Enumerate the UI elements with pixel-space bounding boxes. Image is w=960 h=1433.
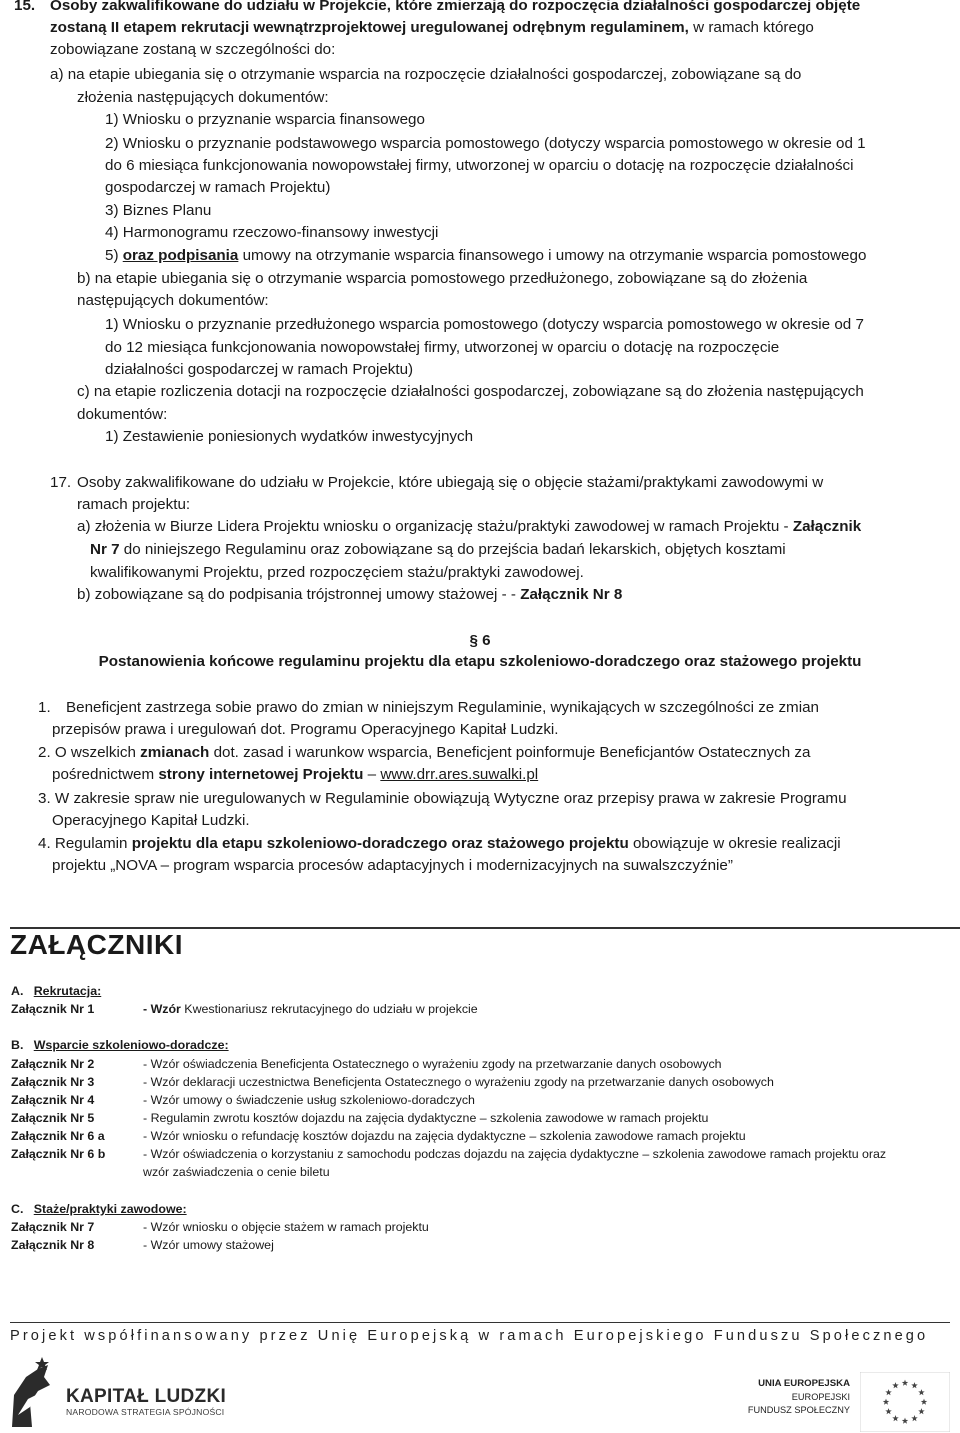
eu-logo-line2: EUROPEJSKI <box>791 1392 850 1402</box>
annex-description: - Wzór oświadczenia o korzystaniu z samochodu podczas dojazdu na zajęcia dydaktyczne – szkolenia zawodowe ramach projektu oraz <box>143 1147 887 1161</box>
p15-a-item: 2) Wniosku o przyznanie podstawowego wsparcia pomostowego (dotyczy wsparcia pomostowego w okresie od 1 <box>105 135 866 152</box>
p15-b-line1: b) na etapie ubiegania się o otrzymanie wsparcia pomostowego przedłużonego, zobowiązane są do złożenia <box>77 270 808 287</box>
p15-a-item-5: 5) oraz podpisania umowy na otrzymanie wsparcia finansowego i umowy na otrzymanie wsparcia pomostowego <box>105 247 867 264</box>
p15-a-line1: a) na etapie ubiegania się o otrzymanie wsparcia na rozpoczęcie działalności gospodarczej, zobowiązane są do <box>50 66 802 83</box>
final-item-4-line2: projektu „NOVA – program wsparcia procesów adaptacyjnych i modernizacyjnych na suwalszczyźnie” <box>52 857 733 874</box>
kapital-ludzki-emblem-icon <box>8 1355 56 1430</box>
p15-b-item: do 12 miesiąca funkcjonowania nowopowstałej firmy, utworzonej w oparciu o dotację na rozpoczęcie <box>105 339 780 356</box>
final-item-1-line1: Beneficjent zastrzega sobie prawo do zmian w niniejszym Regulaminie, wynikających w szczególności ze zmian <box>66 699 819 716</box>
p17-a-line1: a) złożenia w Biurze Lidera Projektu wniosku o organizację stażu/praktyki zawodowej w ramach Projektu - Załącznik <box>77 518 862 535</box>
p15-a-item: 4) Harmonogramu rzeczowo-finansowy inwestycji <box>105 224 439 241</box>
annex-description: - Wzór Kwestionariusz rekrutacyjnego do udziału w projekcie <box>143 1002 478 1016</box>
section-title: Postanowienia końcowe regulaminu projektu dla etapu szkoleniowo-doradczego oraz stażowego projektu <box>98 653 862 670</box>
item-number: 1. <box>38 699 51 716</box>
p15-a-line2: złożenia następujących dokumentów: <box>77 89 329 106</box>
annex-label: Załącznik Nr 6 b <box>11 1147 106 1161</box>
p15-b-line2: następujących dokumentów: <box>77 292 269 309</box>
annex-label: Załącznik Nr 2 <box>11 1057 95 1071</box>
final-item-3-line2: Operacyjnego Kapitał Ludzki. <box>52 812 250 829</box>
p15-b-item: działalności gospodarczej w ramach Projektu) <box>105 361 414 378</box>
final-item-3-line1: 3. W zakresie spraw nie uregulowanych w Regulaminie obowiązują Wytyczne oraz przepisy prawa w zakresie Programu <box>38 790 847 807</box>
footer-divider <box>10 1322 950 1323</box>
p17-a-line2: Nr 7 do niniejszego Regulaminu oraz zobowiązane są do przejścia badań lekarskich, objętych kosztami <box>90 541 786 558</box>
annex-label: Załącznik Nr 5 <box>11 1111 95 1125</box>
annex-description: - Wzór wniosku o objęcie stażem w ramach projektu <box>143 1220 429 1234</box>
final-item-1-line2: przepisów prawa i uregulowań dot. Programu Operacyjnego Kapitał Ludzki. <box>52 721 559 738</box>
p17-line2: ramach projektu: <box>77 496 191 513</box>
annex-label: Załącznik Nr 6 a <box>11 1129 105 1143</box>
p15-line2: zostaną II etapem rekrutacji wewnątrzprojektowej uregulowanej odrębnym regulaminem, w ramach którego <box>50 19 814 36</box>
p17-line1: Osoby zakwalifikowane do udziału w Projekcie, które ubiegają się o objęcie stażami/praktykami zawodowymi w <box>77 474 824 491</box>
p15-c-line1: c) na etapie rozliczenia dotacji na rozpoczęcie działalności gospodarczej, zobowiązane są do złożenia następujących <box>77 383 864 400</box>
item-number: 15. <box>14 0 36 14</box>
kapital-ludzki-name: KAPITAŁ LUDZKI <box>66 1386 227 1407</box>
p15-line1: Osoby zakwalifikowane do udziału w Projekcie, które zmierzają do rozpoczęcia działalności gospodarczej objęte <box>50 0 861 14</box>
annex-label: Załącznik Nr 7 <box>11 1220 95 1234</box>
final-item-2-line1: 2. O wszelkich zmianach dot. zasad i warunkow wsparcia, Beneficjent poinformuje Beneficjantów Ostatecznych za <box>38 744 811 761</box>
annex-group-c-heading: C. Staże/praktyki zawodowe: <box>11 1202 187 1216</box>
annex-group-a-heading: A. Rekrutacja: <box>11 984 102 998</box>
annex-label: Załącznik Nr 4 <box>11 1093 95 1107</box>
footer-cofinance-text: Projekt współfinansowany przez Unię Europejską w ramach Europejskiego Funduszu Społecznego <box>10 1328 929 1344</box>
p17-a-line3: kwalifikowanymi Projektu, przed rozpoczęciem stażu/praktyki zawodowej. <box>90 564 584 581</box>
annex-label: Załącznik Nr 3 <box>11 1075 95 1089</box>
annex-description: - Wzór deklaracji uczestnictwa Beneficjenta Ostatecznego o wyrażeniu zgody na przetwarzanie danych osobowych <box>143 1075 774 1089</box>
p15-b-item: 1) Wniosku o przyznanie przedłużonego wsparcia pomostowego (dotyczy wsparcia pomostowego w okresie od 7 <box>105 316 864 333</box>
annex-group-b-heading: B. Wsparcie szkoleniowo-doradcze: <box>11 1038 229 1052</box>
p17-b-line: b) zobowiązane są do podpisania trójstronnej umowy stażowej - - Załącznik Nr 8 <box>77 586 623 603</box>
p15-a-item: 3) Biznes Planu <box>105 202 212 219</box>
annex-description-cont: wzór zaświadczenia o cenie biletu <box>143 1165 330 1179</box>
final-item-4-line1: 4. Regulamin projektu dla etapu szkoleniowo-doradczego oraz stażowego projektu obowiązuje w okresie realizacji <box>38 835 841 852</box>
kapital-ludzki-subtitle: NARODOWA STRATEGIA SPÓJNOŚCI <box>66 1407 225 1417</box>
eu-flag-icon <box>860 1372 950 1432</box>
p15-c-item: 1) Zestawienie poniesionych wydatków inwestycyjnych <box>105 428 474 445</box>
annex-label: Załącznik Nr 8 <box>11 1238 95 1252</box>
p15-c-line2: dokumentów: <box>77 406 168 423</box>
annex-description: - Wzór umowy o świadczenie usług szkoleniowo-doradczych <box>143 1093 475 1107</box>
p15-a-item: gospodarczej w ramach Projektu) <box>105 179 331 196</box>
annex-description: - Wzór wniosku o refundację kosztów dojazdu na zajęcia dydaktyczne – szkolenia zawodowe ramach projektu <box>143 1129 746 1143</box>
eu-logo-line3: FUNDUSZ SPOŁECZNY <box>747 1405 850 1415</box>
eu-logo-line1: UNIA EUROPEJSKA <box>758 1378 850 1389</box>
annex-description: - Wzór oświadczenia Beneficjenta Ostatecznego o wyrażeniu zgody na przetwarzanie danych osobowych <box>143 1057 722 1071</box>
project-website-link[interactable]: www.drr.ares.suwalki.pl <box>380 766 539 783</box>
p15-line3: zobowiązane zostaną w szczególności do: <box>50 41 336 58</box>
annex-description: - Regulamin zwrotu kosztów dojazdu na zajęcia dydaktyczne – szkolenia zawodowe w ramach projektu <box>143 1111 709 1125</box>
annex-label: Załącznik Nr 1 <box>11 1002 95 1016</box>
annex-heading: ZAŁĄCZNIKI <box>10 929 183 960</box>
final-item-2-line2: pośrednictwem strony internetowej Projektu – www.drr.ares.suwalki.pl <box>52 766 539 783</box>
p15-a-item: do 6 miesiąca funkcjonowania nowopowstałej firmy, utworzonej w oparciu o dotację na rozpoczęcie działalności <box>105 157 854 174</box>
annex-description: - Wzór umowy stażowej <box>143 1238 274 1252</box>
section-sign: § 6 <box>469 632 491 649</box>
p15-a-item: 1) Wniosku o przyznanie wsparcia finansowego <box>105 111 425 128</box>
item-number: 17. <box>50 474 72 491</box>
